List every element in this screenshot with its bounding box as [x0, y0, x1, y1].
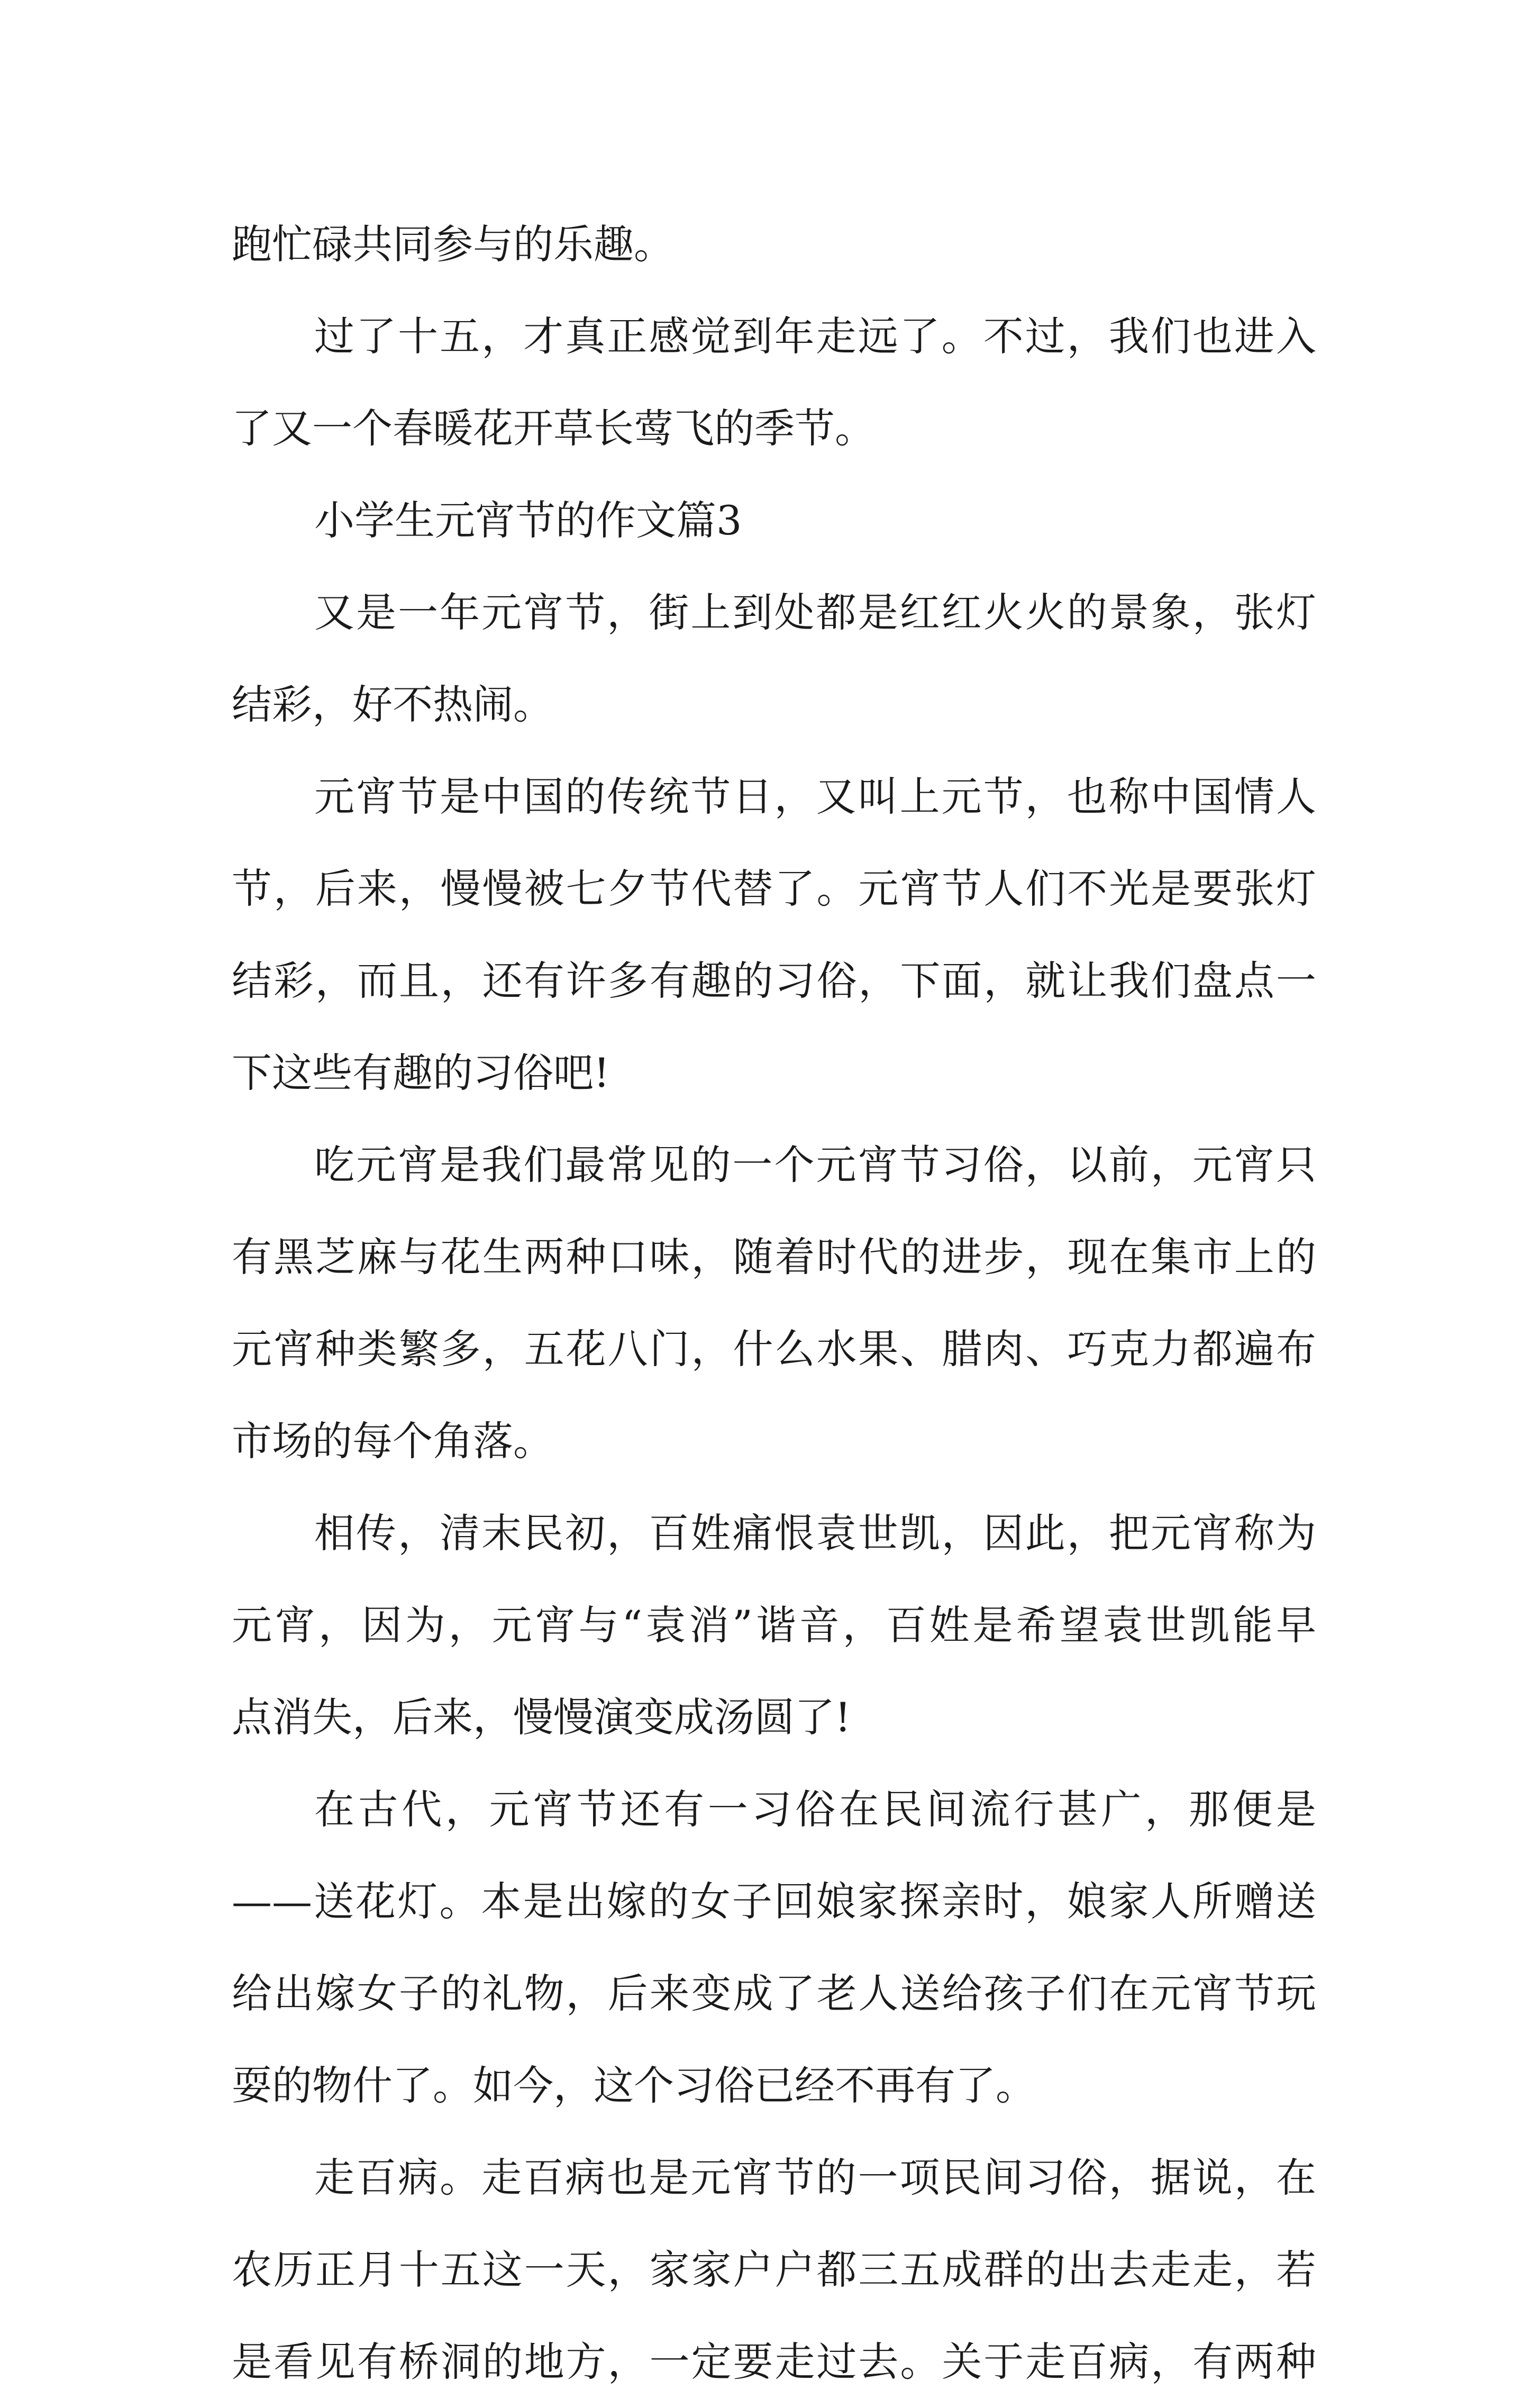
- text-line: ——送花灯。本是出嫁的女子回娘家探亲时，娘家人所赠送: [232, 1878, 1316, 1925]
- text-line: 结彩，好不热闹。: [232, 681, 553, 728]
- section-heading: 小学生元宵节的作文篇3: [314, 497, 742, 544]
- text-line: 了又一个春暖花开草长莺飞的季节。: [232, 405, 875, 452]
- text-line: 元宵种类繁多，五花八门，什么水果、腊肉、巧克力都遍布: [232, 1325, 1316, 1373]
- text-line: 给出嫁女子的礼物，后来变成了老人送给孩子们在元宵节玩: [232, 1970, 1316, 2017]
- text-line: 元宵，因为，元宵与“袁消”谐音，百姓是希望袁世凯能早: [232, 1602, 1316, 1649]
- text-line: 点消失，后来，慢慢演变成汤圆了!: [232, 1694, 851, 1741]
- text-column: [232, 198, 1316, 2408]
- text-line: 是看见有桥洞的地方，一定要走过去。关于走百病，有两种: [232, 2338, 1316, 2385]
- text-line: 节，后来，慢慢被七夕节代替了。元宵节人们不光是要张灯: [232, 865, 1316, 912]
- text-line: 走百病。走百病也是元宵节的一项民间习俗，据说，在: [314, 2154, 1316, 2201]
- text-line: 元宵节是中国的传统节日，又叫上元节，也称中国情人: [314, 773, 1316, 820]
- text-line: 吃元宵是我们最常见的一个元宵节习俗，以前，元宵只: [314, 1141, 1316, 1188]
- text-line: 耍的物什了。如今，这个习俗已经不再有了。: [232, 2062, 1036, 2109]
- text-line: 过了十五，才真正感觉到年走远了。不过，我们也进入: [314, 313, 1316, 360]
- text-line: 市场的每个角落。: [232, 1417, 553, 1465]
- text-line: 下这些有趣的习俗吧!: [232, 1049, 610, 1096]
- text-line: 农历正月十五这一天，家家户户都三五成群的出去走走，若: [232, 2246, 1316, 2293]
- text-line: 相传，清末民初，百姓痛恨袁世凯，因此，把元宵称为: [314, 1510, 1316, 1557]
- text-line: 在古代，元宵节还有一习俗在民间流行甚广，那便是: [314, 1786, 1316, 1833]
- text-line: 跑忙碌共同参与的乐趣。: [232, 221, 674, 268]
- text-line: 又是一年元宵节，街上到处都是红红火火的景象，张灯: [314, 589, 1316, 636]
- text-line: 结彩，而且，还有许多有趣的习俗，下面，就让我们盘点一: [232, 957, 1316, 1004]
- text-line: 有黑芝麻与花生两种口味，随着时代的进步，现在集市上的: [232, 1233, 1316, 1280]
